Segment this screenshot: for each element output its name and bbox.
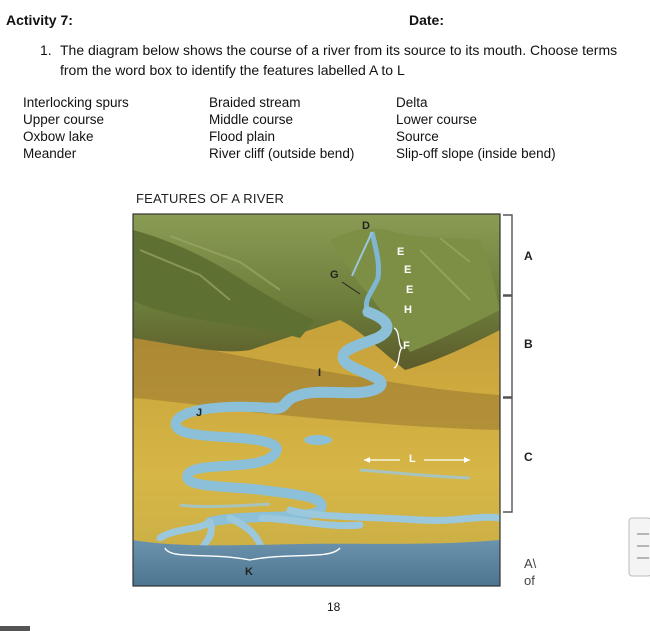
page-number: 18	[327, 600, 341, 614]
label-e-1: E	[397, 246, 405, 258]
question-line-1: The diagram below shows the course of a river from its source to its mouth. Choose terms	[60, 42, 618, 58]
side-label-c: C	[524, 450, 533, 464]
label-k: K	[245, 566, 253, 578]
word-term: Source	[396, 129, 439, 144]
word-term: Flood plain	[209, 129, 276, 144]
side-scroll-widget	[629, 518, 650, 576]
word-term: Interlocking spurs	[23, 95, 129, 110]
figure-title: FEATURES OF A RIVER	[136, 191, 285, 206]
word-term: Slip-off slope (inside bend)	[396, 146, 556, 161]
label-f: F	[403, 340, 410, 352]
word-term: Upper course	[23, 112, 105, 127]
cut-text-1: A\	[524, 556, 537, 571]
activity-title: Activity 7:	[6, 12, 73, 28]
word-term: Lower course	[396, 112, 478, 127]
side-label-a: A	[524, 249, 533, 263]
label-g: G	[330, 269, 339, 281]
word-term: Braided stream	[209, 95, 301, 110]
word-term: Oxbow lake	[23, 129, 94, 144]
word-term: Delta	[396, 95, 428, 110]
bottom-tab	[0, 626, 30, 631]
label-e-3: E	[406, 284, 414, 296]
question-line-2: from the word box to identify the features labelled A to L	[60, 62, 405, 78]
oxbow-lake	[304, 435, 332, 445]
question-number: 1.	[40, 42, 52, 58]
label-l: L	[409, 453, 416, 465]
bracket-a	[503, 215, 512, 295]
word-term: Meander	[23, 146, 77, 161]
side-label-b: B	[524, 337, 533, 351]
word-term: Middle course	[209, 112, 294, 127]
bracket-c	[503, 398, 512, 512]
label-j: J	[196, 407, 203, 419]
label-e-2: E	[404, 264, 412, 276]
date-label: Date:	[409, 12, 445, 28]
label-h: H	[404, 304, 412, 316]
cut-text-2: of	[524, 573, 535, 588]
label-i: I	[318, 367, 322, 379]
landscape	[133, 214, 500, 586]
sea	[133, 540, 500, 586]
label-d: D	[362, 220, 370, 232]
word-term: River cliff (outside bend)	[209, 146, 355, 161]
bracket-b	[503, 296, 512, 397]
